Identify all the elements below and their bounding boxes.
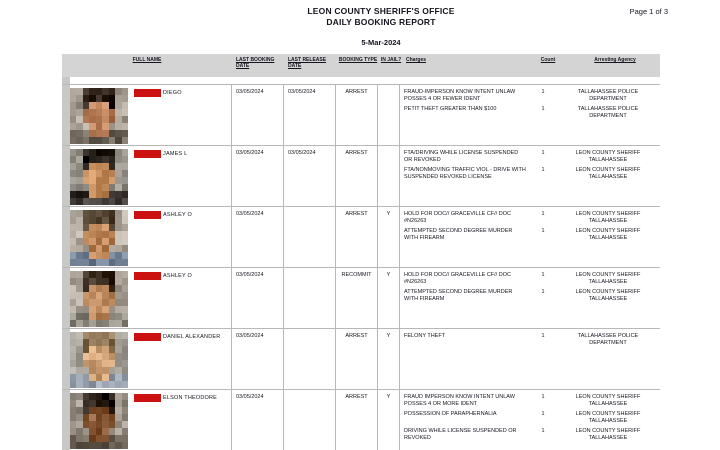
last-booking-date: 03/05/2024 bbox=[232, 207, 284, 267]
last-release-date: 03/05/2024 bbox=[284, 85, 336, 145]
mugshot-photo bbox=[70, 88, 128, 144]
header-charges: Charges bbox=[406, 57, 427, 63]
table-row bbox=[62, 84, 660, 145]
charges-block bbox=[400, 268, 660, 328]
charge-count: 1 bbox=[541, 167, 545, 173]
table-row bbox=[62, 206, 660, 267]
mosaic-pixel bbox=[122, 435, 128, 442]
mosaic-pixel bbox=[122, 184, 128, 191]
mosaic-pixel bbox=[122, 393, 128, 400]
mosaic-pixel bbox=[122, 217, 128, 224]
arresting-agency: LEON COUNTY SHERIFF TALLAHASSEE bbox=[575, 411, 641, 424]
mosaic-pixel bbox=[122, 353, 128, 360]
mosaic-pixel bbox=[122, 320, 128, 327]
charge-description: FRAUD-IMPERSON KNOW INTENT UNLAW POSSES 4 OR FEWER IDENT bbox=[404, 89, 516, 102]
table-row bbox=[62, 389, 660, 450]
charge-description: FELONY THEFT bbox=[404, 333, 446, 339]
charge-description: ATTEMPTED SECOND DEGREE MURDER WITH FIREARM bbox=[404, 289, 513, 302]
arresting-agency: LEON COUNTY SHERIFF TALLAHASSEE bbox=[575, 428, 641, 441]
mosaic-pixel bbox=[122, 442, 128, 449]
mosaic-pixel bbox=[122, 367, 128, 374]
charge-row bbox=[400, 333, 660, 346]
mosaic-pixel bbox=[122, 123, 128, 130]
mosaic-pixel bbox=[122, 313, 128, 320]
mosaic-pixel bbox=[122, 156, 128, 163]
charge-count: 1 bbox=[541, 272, 545, 278]
full-name bbox=[134, 211, 192, 219]
header-arresting-agency: Arresting Agency bbox=[594, 57, 636, 63]
in-jail-flag: Y bbox=[378, 329, 400, 389]
full-name bbox=[134, 150, 187, 158]
last-booking-date: 03/05/2024 bbox=[232, 329, 284, 389]
mosaic-pixel bbox=[122, 299, 128, 306]
mosaic-pixel bbox=[122, 285, 128, 292]
full-name bbox=[134, 333, 220, 341]
mosaic-pixel bbox=[122, 198, 128, 205]
name-redaction-overlay bbox=[134, 150, 161, 158]
full-name-text: DANIEL ALEXANDER bbox=[163, 334, 221, 340]
mugshot-photo bbox=[70, 149, 128, 205]
in-jail-flag bbox=[378, 146, 400, 206]
mosaic-pixel bbox=[122, 177, 128, 184]
arresting-agency: TALLAHASSEE POLICE DEPARTMENT bbox=[577, 89, 639, 102]
full-name-cell bbox=[62, 85, 232, 145]
charge-row bbox=[400, 89, 660, 102]
mugshot-photo bbox=[70, 393, 128, 449]
charge-description: FTA/NONMOVING TRAFFIC VIOL - DRIVE WITH SUSPENDED REVOKED LICENSE bbox=[404, 167, 526, 180]
charge-row bbox=[400, 228, 660, 241]
booking-type: ARREST bbox=[336, 146, 378, 206]
booking-type: RECOMMIT bbox=[336, 268, 378, 328]
mosaic-pixel bbox=[122, 278, 128, 285]
booking-type: ARREST bbox=[336, 329, 378, 389]
charges-block bbox=[400, 207, 660, 267]
mosaic-pixel bbox=[122, 130, 128, 137]
charges-block bbox=[400, 146, 660, 206]
mosaic-pixel bbox=[122, 116, 128, 123]
booking-type: ARREST bbox=[336, 85, 378, 145]
charge-count: 1 bbox=[541, 394, 545, 400]
charge-count: 1 bbox=[541, 428, 545, 434]
last-release-date bbox=[284, 207, 336, 267]
charge-description: HOLD FOR DOC// GRACEVILLE CF// DOC #N26263 bbox=[404, 272, 511, 285]
full-name-text: ELSON THEODORE bbox=[163, 395, 218, 401]
arresting-agency: TALLAHASSEE POLICE DEPARTMENT bbox=[577, 333, 639, 346]
charge-row bbox=[400, 106, 660, 119]
last-booking-date: 03/05/2024 bbox=[232, 85, 284, 145]
charge-row bbox=[400, 272, 660, 285]
full-name bbox=[134, 272, 192, 280]
last-release-date bbox=[284, 329, 336, 389]
report-date: 5-Mar-2024 bbox=[361, 38, 401, 47]
charge-row bbox=[400, 211, 660, 224]
report-subtitle: DAILY BOOKING REPORT bbox=[326, 16, 436, 27]
table-header-row bbox=[62, 54, 660, 77]
table-row bbox=[62, 328, 660, 389]
charge-description: FRAUD IMPERSON KNOW INTENT UNLAW POSSES 4 OR MORE IDENT bbox=[404, 394, 515, 407]
mosaic-pixel bbox=[122, 109, 128, 116]
full-name-cell bbox=[62, 390, 232, 450]
mosaic-pixel bbox=[122, 231, 128, 238]
org-title: LEON COUNTY SHERIFF'S OFFICE bbox=[307, 6, 455, 16]
mugshot-photo bbox=[70, 210, 128, 266]
booking-table-body bbox=[62, 84, 660, 450]
charges-block bbox=[400, 390, 660, 450]
mosaic-pixel bbox=[122, 191, 128, 198]
mosaic-pixel bbox=[122, 210, 128, 217]
report-title bbox=[231, 6, 531, 27]
mugshot-photo bbox=[70, 271, 128, 327]
arresting-agency: LEON COUNTY SHERIFF TALLAHASSEE bbox=[575, 394, 641, 407]
charge-count: 1 bbox=[541, 106, 545, 112]
in-jail-flag bbox=[378, 85, 400, 145]
arresting-agency: LEON COUNTY SHERIFF TALLAHASSEE bbox=[575, 150, 641, 163]
header-full-name: FULL NAME bbox=[132, 57, 162, 63]
mosaic-pixel bbox=[122, 414, 128, 421]
mosaic-pixel bbox=[122, 137, 128, 144]
last-booking-date: 03/05/2024 bbox=[232, 268, 284, 328]
mosaic-pixel bbox=[122, 95, 128, 102]
charge-description: DRIVING WHILE LICENSE SUSPENDED OR REVOKED bbox=[404, 428, 517, 441]
full-name-cell bbox=[62, 146, 232, 206]
full-name-text: DIEGO bbox=[163, 90, 182, 96]
mosaic-pixel bbox=[122, 170, 128, 177]
charge-count: 1 bbox=[541, 211, 545, 217]
arresting-agency: LEON COUNTY SHERIFF TALLAHASSEE bbox=[575, 167, 641, 180]
header-last-release-date: LAST RELEASE DATE bbox=[288, 57, 327, 69]
header-last-booking-date: LAST BOOKING DATE bbox=[236, 57, 275, 69]
booking-type: ARREST bbox=[336, 207, 378, 267]
charge-count: 1 bbox=[541, 411, 545, 417]
mosaic-pixel bbox=[122, 428, 128, 435]
mosaic-pixel bbox=[122, 88, 128, 95]
mosaic-pixel bbox=[122, 224, 128, 231]
charge-description: FTA/DRIVING WHILE LICENSE SUSPENDED OR REVOKED bbox=[404, 150, 519, 163]
last-release-date: 03/05/2024 bbox=[284, 146, 336, 206]
mosaic-pixel bbox=[122, 271, 128, 278]
booking-type: ARREST bbox=[336, 390, 378, 450]
mosaic-pixel bbox=[122, 306, 128, 313]
charge-count: 1 bbox=[541, 150, 545, 156]
name-redaction-overlay bbox=[134, 89, 161, 97]
mosaic-pixel bbox=[122, 374, 128, 381]
mosaic-pixel bbox=[122, 339, 128, 346]
last-booking-date: 03/05/2024 bbox=[232, 390, 284, 450]
table-row bbox=[62, 145, 660, 206]
mosaic-pixel bbox=[122, 163, 128, 170]
mugshot-photo bbox=[70, 332, 128, 388]
mosaic-pixel bbox=[122, 346, 128, 353]
charge-row bbox=[400, 428, 660, 441]
last-booking-date: 03/05/2024 bbox=[232, 146, 284, 206]
full-name-cell bbox=[62, 329, 232, 389]
arresting-agency: LEON COUNTY SHERIFF TALLAHASSEE bbox=[575, 289, 641, 302]
full-name-text: ASHLEY O bbox=[163, 273, 193, 279]
name-redaction-overlay bbox=[134, 211, 161, 219]
name-redaction-overlay bbox=[134, 394, 161, 402]
page-indicator: Page 1 of 3 bbox=[629, 7, 668, 16]
charge-description: PETIT THEFT GREATER THAN $100 bbox=[404, 106, 497, 112]
full-name-text: ASHLEY O bbox=[163, 212, 193, 218]
charge-count: 1 bbox=[541, 228, 545, 234]
last-release-date bbox=[284, 390, 336, 450]
arresting-agency: LEON COUNTY SHERIFF TALLAHASSEE bbox=[575, 272, 641, 285]
in-jail-flag: Y bbox=[378, 207, 400, 267]
charge-description: POSSESSION OF PARAPHERNALIA bbox=[404, 411, 497, 417]
mosaic-pixel bbox=[122, 407, 128, 414]
charge-description: ATTEMPTED SECOND DEGREE MURDER WITH FIREARM bbox=[404, 228, 513, 241]
charge-row bbox=[400, 167, 660, 180]
mosaic-pixel bbox=[122, 421, 128, 428]
arresting-agency: LEON COUNTY SHERIFF TALLAHASSEE bbox=[575, 228, 641, 241]
mosaic-pixel bbox=[122, 381, 128, 388]
mosaic-pixel bbox=[122, 245, 128, 252]
charge-count: 1 bbox=[541, 333, 545, 339]
mosaic-pixel bbox=[122, 149, 128, 156]
name-redaction-overlay bbox=[134, 333, 161, 341]
arresting-agency: LEON COUNTY SHERIFF TALLAHASSEE bbox=[575, 211, 641, 224]
name-redaction-overlay bbox=[134, 272, 161, 280]
mosaic-pixel bbox=[122, 259, 128, 266]
charges-block bbox=[400, 85, 660, 145]
mosaic-pixel bbox=[122, 292, 128, 299]
charges-block bbox=[400, 329, 660, 389]
mosaic-pixel bbox=[122, 332, 128, 339]
mosaic-pixel bbox=[122, 102, 128, 109]
full-name-text: JAMES L bbox=[163, 151, 188, 157]
full-name bbox=[134, 89, 182, 97]
header-booking-type: BOOKING TYPE bbox=[338, 57, 378, 63]
header-in-jail: IN JAIL? bbox=[380, 57, 402, 63]
full-name-cell bbox=[62, 207, 232, 267]
mosaic-pixel bbox=[122, 252, 128, 259]
charge-row bbox=[400, 289, 660, 302]
mosaic-pixel bbox=[122, 400, 128, 407]
full-name-cell bbox=[62, 268, 232, 328]
charge-count: 1 bbox=[541, 89, 545, 95]
table-row bbox=[62, 267, 660, 328]
arresting-agency: TALLAHASSEE POLICE DEPARTMENT bbox=[577, 106, 639, 119]
mosaic-pixel bbox=[122, 238, 128, 245]
in-jail-flag: Y bbox=[378, 268, 400, 328]
full-name bbox=[134, 394, 217, 402]
charge-row bbox=[400, 411, 660, 424]
in-jail-flag: Y bbox=[378, 390, 400, 450]
charge-count: 1 bbox=[541, 289, 545, 295]
charge-row bbox=[400, 394, 660, 407]
charge-row bbox=[400, 150, 660, 163]
charge-description: HOLD FOR DOC// GRACEVILLE CF// DOC #N26263 bbox=[404, 211, 511, 224]
mosaic-pixel bbox=[122, 360, 128, 367]
last-release-date bbox=[284, 268, 336, 328]
header-count: Count bbox=[540, 57, 556, 63]
